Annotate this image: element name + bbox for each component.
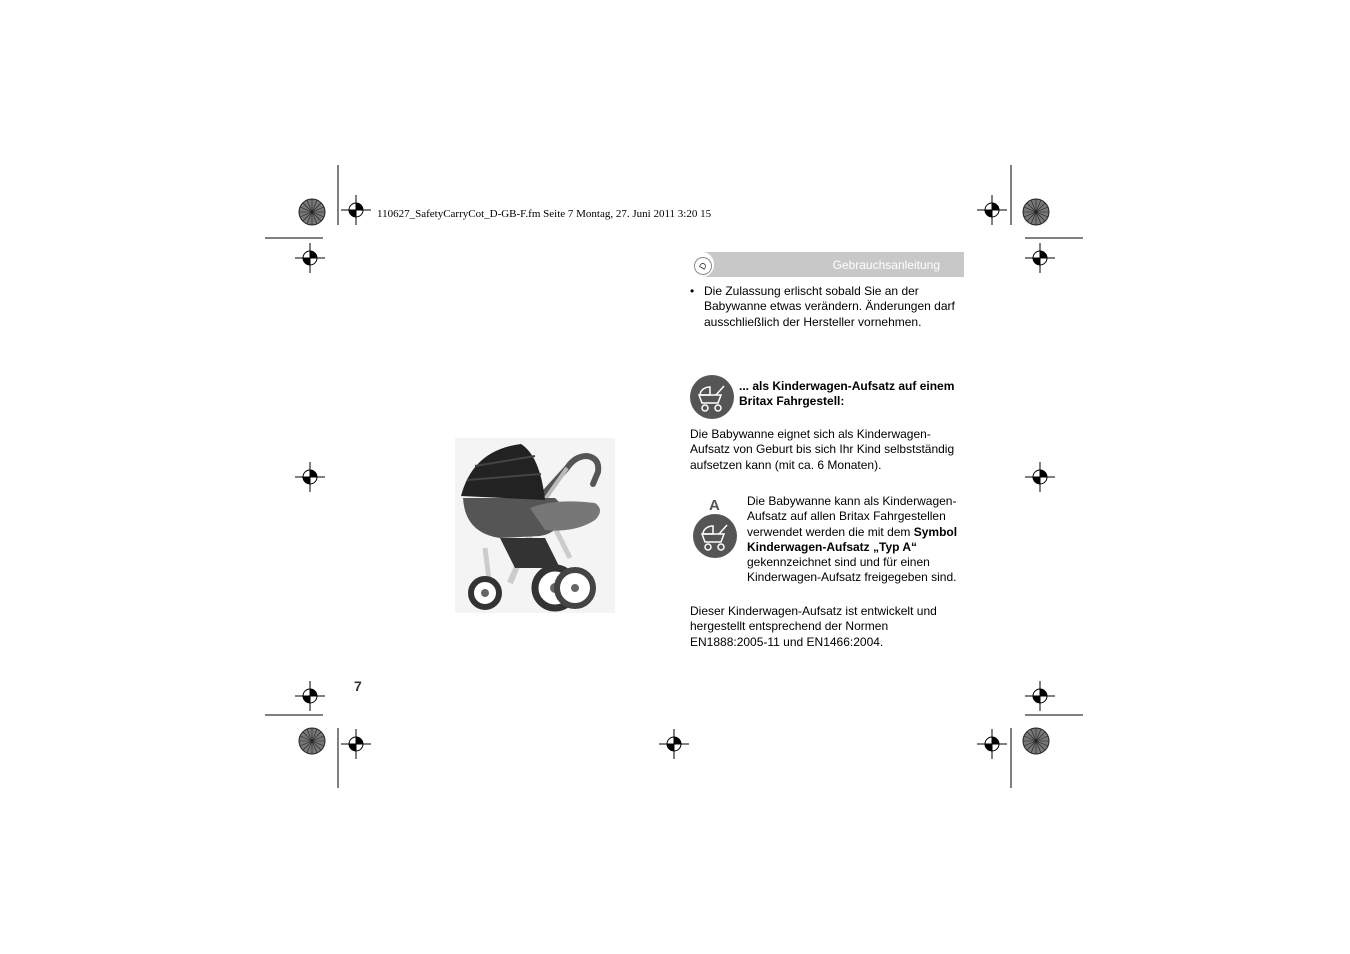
paragraph-compatibility <box>747 494 967 586</box>
paragraph-compatibility-text: Die Babywanne kann als Kinderwagen-Aufsatz auf allen Britax Fahrgestellen verwendet werden die mit dem <box>747 494 957 539</box>
paragraph-standards: Dieser Kinderwagen-Aufsatz ist entwickelt und hergestellt entsprechend der Normen EN1888:2005-11 und EN1466:2004. <box>690 604 937 649</box>
subheading: ... als Kinderwagen-Aufsatz auf einem Britax Fahrgestell: <box>739 379 955 409</box>
bullet-text: Die Zulassung erlischt sobald Sie an der Babywanne etwas verändern. Änderungen darf ausschließlich der Hersteller vornehmen. <box>704 284 955 329</box>
stroller-photo <box>455 438 615 613</box>
symbol-type-a-label: Symbol Kinderwagen-Aufsatz „Typ A“ <box>747 524 958 554</box>
bullet-item <box>690 284 970 330</box>
paragraph-compatibility-text-end: gekennzeichnet sind und für einen Kinderwagen-Aufsatz freigegeben sind. <box>747 555 957 585</box>
section-title: Gebrauchsanleitung <box>832 258 940 272</box>
pram-icon <box>690 375 734 419</box>
print-header: 110627_SafetyCarryCot_D-GB-F.fm Seite 7 Montag, 27. Juni 2011 3:20 15 <box>377 208 712 220</box>
language-tab <box>690 252 714 277</box>
bullet-dot: • <box>690 284 695 298</box>
pram-type-a-icon <box>693 514 737 558</box>
type-symbol-letter: A <box>709 497 720 514</box>
section-header-bar <box>690 252 964 277</box>
paragraph-suitability: Die Babywanne eignet sich als Kinderwagen-Aufsatz von Geburt bis sich Ihr Kind selbstständig aufsetzen kann (mit ca. 6 Monaten). <box>690 427 955 472</box>
page-number: 7 <box>354 678 362 694</box>
language-letter: D <box>691 254 716 279</box>
